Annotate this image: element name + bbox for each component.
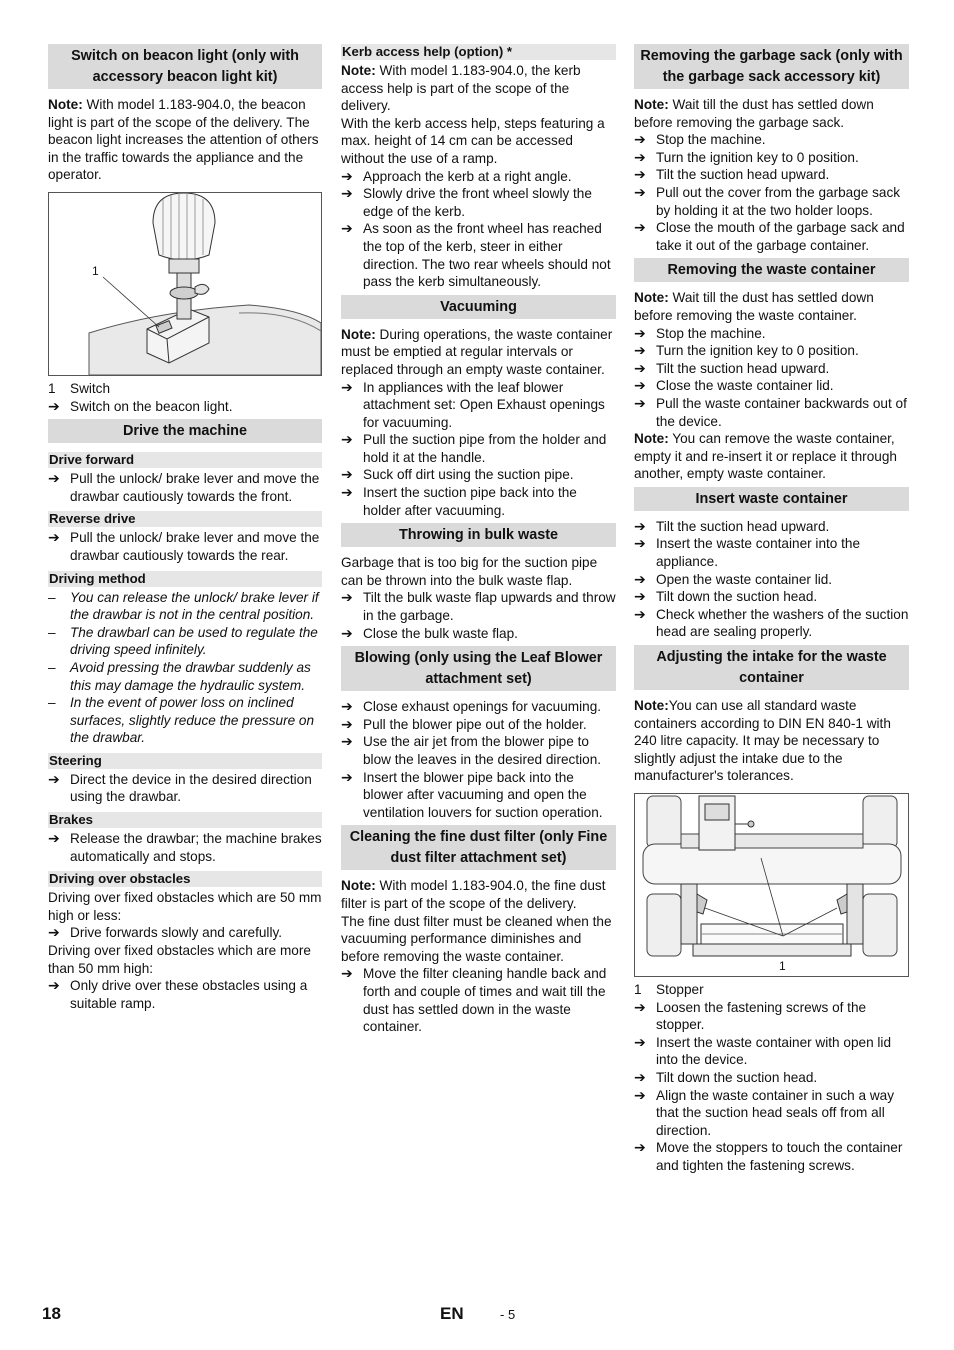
arrow-icon: ➔ — [634, 166, 646, 183]
list-item: ➔ Insert the suction pipe back into the holder after vacuuming. — [341, 484, 577, 518]
subheading-drive-forward: Drive forward — [48, 452, 322, 468]
list-item: ➔ Turn the ignition key to 0 position. — [634, 148, 859, 165]
section-title-remove-container: Removing the waste container — [634, 258, 909, 282]
list-item: ➔ As soon as the front wheel has reached the top of the kerb, steer in either direction. The two rear wheels should not pass the kerb simultaneously. — [341, 220, 611, 290]
list-item: ➔ Approach the kerb at a right angle. — [341, 167, 572, 184]
list-item: ➔ Insert the blower pipe back into the blower after vacuuming and open the ventilation louvers for suction operation. — [341, 768, 603, 820]
list-item: ➔ Move the stoppers to touch the container and tighten the fastening screws. — [634, 1139, 903, 1173]
list-item: ➔ Direct the device in the desired direction using the drawbar. — [48, 770, 312, 805]
arrow-icon: ➔ — [634, 359, 646, 376]
note-sack: Note: Wait till the dust has settled down before removing the garbage sack. — [634, 97, 874, 130]
arrow-icon: ➔ — [48, 397, 60, 414]
page-number: 18 — [42, 1304, 61, 1323]
arrow-icon: ➔ — [634, 588, 646, 605]
arrow-icon: ➔ — [634, 377, 646, 394]
arrow-icon: ➔ — [48, 529, 60, 546]
sub-page-number: - 5 — [500, 1307, 516, 1322]
arrow-icon: ➔ — [48, 770, 60, 787]
list-item: ➔ Release the drawbar; the machine brakes automatically and stops. — [48, 830, 322, 864]
paragraph: The fine dust filter must be cleaned when the vacuuming performance diminishes and before removing the waste container. — [341, 913, 612, 964]
paragraph: Driving over fixed obstacles which are 50 mm high or less: — [48, 890, 322, 923]
arrow-icon: ➔ — [48, 924, 60, 941]
note-vacuuming: Note: During operations, the waste container must be emptied at regular intervals or replaced through an empty waste container. — [341, 326, 613, 377]
list-item: ➔ Check whether the washers of the suction head are sealing properly. — [634, 605, 909, 640]
arrow-icon: ➔ — [634, 1139, 646, 1156]
list-item: ➔ Stop the machine. — [634, 324, 766, 341]
figure-caption: 1 Stopper — [634, 982, 704, 997]
list-item: ➔ Switch on the beacon light. — [48, 397, 233, 414]
beacon-light-illustration — [49, 193, 321, 375]
list-item: ➔ Tilt down the suction head. — [634, 588, 818, 605]
list-item: ➔ In appliances with the leaf blower attachment set: Open Exhaust openings for vacuuming. — [341, 378, 605, 430]
arrow-icon: ➔ — [634, 605, 646, 622]
note-kerb: Note: With model 1.183-904.0, the kerb access help is part of the scope of the delivery. — [341, 63, 581, 114]
subheading-obstacles: Driving over obstacles — [48, 871, 322, 887]
arrow-icon: ➔ — [341, 624, 353, 641]
subheading-reverse-drive: Reverse drive — [48, 511, 322, 527]
list-item: ➔ Insert the waste container into the appliance. — [634, 535, 861, 570]
arrow-icon: ➔ — [634, 394, 646, 411]
note-remove: Note: Wait till the dust has settled down before removing the waste container. — [634, 290, 874, 323]
arrow-icon: ➔ — [634, 998, 646, 1015]
arrow-icon: ➔ — [634, 324, 646, 341]
list-item: – In the event of power loss on inclined surfaces, slightly reduce the pressure on the drawbar. — [48, 695, 315, 746]
list-item: ➔ Close the bulk waste flap. — [341, 624, 518, 641]
arrow-icon: ➔ — [634, 148, 646, 165]
arrow-icon: ➔ — [341, 466, 353, 483]
arrow-icon: ➔ — [341, 378, 353, 395]
arrow-icon: ➔ — [341, 484, 353, 501]
list-item: ➔ Suck off dirt using the suction pipe. — [341, 466, 574, 483]
list-item: ➔ Tilt the suction head upward. — [634, 166, 830, 183]
arrow-icon: ➔ — [634, 535, 646, 552]
arrow-icon: ➔ — [634, 219, 646, 236]
list-item: ➔ Pull the suction pipe from the holder and hold it at the handle. — [341, 431, 607, 465]
list-item: ➔ Move the filter cleaning handle back and forth and couple of times and wait till the dust has settled down in the waste container. — [341, 965, 607, 1035]
figure-beacon-light — [48, 192, 322, 376]
arrow-icon: ➔ — [341, 733, 353, 750]
column-3 — [634, 44, 909, 1175]
arrow-icon: ➔ — [341, 715, 353, 732]
column-1 — [48, 44, 322, 1012]
list-item: ➔ Close the mouth of the garbage sack and take it out of the garbage container. — [634, 219, 905, 253]
arrow-icon: ➔ — [48, 977, 60, 994]
arrow-icon: ➔ — [48, 830, 60, 847]
list-item: ➔ Align the waste container in such a way that the suction head seals off from all direction. — [634, 1086, 895, 1138]
list-item: ➔ Tilt down the suction head. — [634, 1068, 818, 1085]
section-title-garbage-sack: Removing the garbage sack (only with the garbage sack accessory kit) — [634, 44, 909, 89]
list-item: ➔ Pull the unlock/ brake lever and move the drawbar cautiously towards the rear. — [48, 529, 320, 563]
list-item: ➔ Stop the machine. — [634, 131, 766, 148]
list-item: – The drawbarl can be used to regulate the driving speed infinitely. — [48, 624, 318, 658]
arrow-icon: ➔ — [634, 517, 646, 534]
arrow-icon: ➔ — [341, 965, 353, 982]
note-remove-2: Note: You can remove the waste container, empty it and re-insert it or replace it through another, empty waste container. — [634, 431, 897, 482]
subheading-brakes: Brakes — [48, 812, 322, 828]
list-item: ➔ Turn the ignition key to 0 position. — [634, 342, 859, 359]
arrow-icon: ➔ — [341, 768, 353, 785]
section-title-vacuuming: Vacuuming — [341, 295, 616, 319]
note-adjust: Note:You can use all standard waste containers according to DIN EN 840-1 with 240 litre capacity. It may be necessary to slightly adjust the intake due to the manufacturer's tolerances. — [634, 698, 891, 784]
figure-callout-1: 1 — [779, 959, 786, 973]
list-item: ➔ Use the air jet from the blower pipe to blow the leaves in the desired direction. — [341, 733, 602, 767]
list-item: ➔ Close exhaust openings for vacuuming. — [341, 698, 602, 715]
section-title-blowing: Blowing (only using the Leaf Blower attachment set) — [341, 646, 616, 691]
list-item: ➔ Loosen the fastening screws of the stopper. — [634, 998, 867, 1033]
note-beacon: Note: With model 1.183-904.0, the beacon light is part of the scope of the delivery. The beacon light increases the attention of others in the traffic towards the appliance and the operator. — [48, 97, 319, 183]
section-title-bulk-waste: Throwing in bulk waste — [341, 523, 616, 547]
list-item: ➔ Tilt the suction head upward. — [634, 359, 830, 376]
list-item: ➔ Pull the blower pipe out of the holder. — [341, 715, 587, 732]
figure-waste-container-intake — [634, 793, 909, 977]
section-title-adjust-intake: Adjusting the intake for the waste container — [634, 645, 909, 690]
section-title-drive: Drive the machine — [48, 419, 322, 443]
arrow-icon: ➔ — [634, 1068, 646, 1085]
list-item: – Avoid pressing the drawbar suddenly as this may damage the hydraulic system. — [48, 659, 311, 693]
arrow-icon: ➔ — [634, 1086, 646, 1103]
arrow-icon: ➔ — [341, 698, 353, 715]
list-item: ➔ Only drive over these obstacles using a suitable ramp. — [48, 977, 308, 1011]
list-item: ➔ Close the waste container lid. — [634, 377, 834, 394]
subheading-steering: Steering — [48, 753, 322, 769]
section-title-insert-container: Insert waste container — [634, 487, 909, 511]
list-item: – You can release the unlock/ brake lever if the drawbar is not in the central position. — [48, 589, 319, 623]
step-list — [48, 398, 322, 416]
subheading-kerb: Kerb access help (option) * — [341, 44, 616, 60]
arrow-icon: ➔ — [341, 589, 353, 606]
section-title-fine-dust-filter: Cleaning the fine dust filter (only Fine dust filter attachment set) — [341, 825, 616, 870]
paragraph: With the kerb access help, steps featuring a max. height of 14 cm can be accessed without the use of a ramp. — [341, 115, 605, 166]
list-item: ➔ Drive forwards slowly and carefully. — [48, 924, 283, 941]
language-code: EN — [440, 1304, 464, 1323]
section-title-beacon: Switch on beacon light (only with accessory beacon light kit) — [48, 44, 322, 89]
figure-caption: 1 Switch — [48, 380, 111, 396]
figure-callout-1: 1 — [92, 263, 99, 278]
list-item: ➔ Tilt the suction head upward. — [634, 517, 830, 534]
column-2 — [341, 44, 616, 1036]
note-filter: Note: With model 1.183-904.0, the fine dust filter is part of the scope of the delivery. — [341, 878, 606, 911]
arrow-icon: ➔ — [341, 167, 353, 184]
paragraph: Garbage that is too big for the suction pipe can be thrown into the bulk waste flap. — [341, 555, 598, 588]
list-item: ➔ Tilt the bulk waste flap upwards and throw in the garbage. — [341, 589, 616, 624]
intake-illustration — [635, 794, 908, 976]
list-item: ➔ Pull out the cover from the garbage sack by holding it at the two holder loops. — [634, 183, 901, 218]
list-item: ➔ Pull the waste container backwards out of the device. — [634, 394, 907, 429]
dash-list — [48, 589, 322, 747]
paragraph: Driving over fixed obstacles which are more than 50 mm high: — [48, 943, 311, 976]
arrow-icon: ➔ — [634, 570, 646, 587]
list-item: ➔ Pull the unlock/ brake lever and move the drawbar cautiously towards the front. — [48, 470, 320, 504]
arrow-icon: ➔ — [341, 185, 353, 202]
list-item: ➔ Open the waste container lid. — [634, 570, 833, 587]
subheading-driving-method: Driving method — [48, 571, 322, 587]
list-item: ➔ Slowly drive the front wheel slowly the edge of the kerb. — [341, 185, 592, 219]
arrow-icon: ➔ — [634, 1033, 646, 1050]
arrow-icon: ➔ — [341, 431, 353, 448]
arrow-icon: ➔ — [634, 342, 646, 359]
arrow-icon: ➔ — [48, 470, 60, 487]
arrow-icon: ➔ — [341, 220, 353, 237]
arrow-icon: ➔ — [634, 183, 646, 200]
list-item: ➔ Insert the waste container with open lid into the device. — [634, 1033, 892, 1068]
arrow-icon: ➔ — [634, 131, 646, 148]
